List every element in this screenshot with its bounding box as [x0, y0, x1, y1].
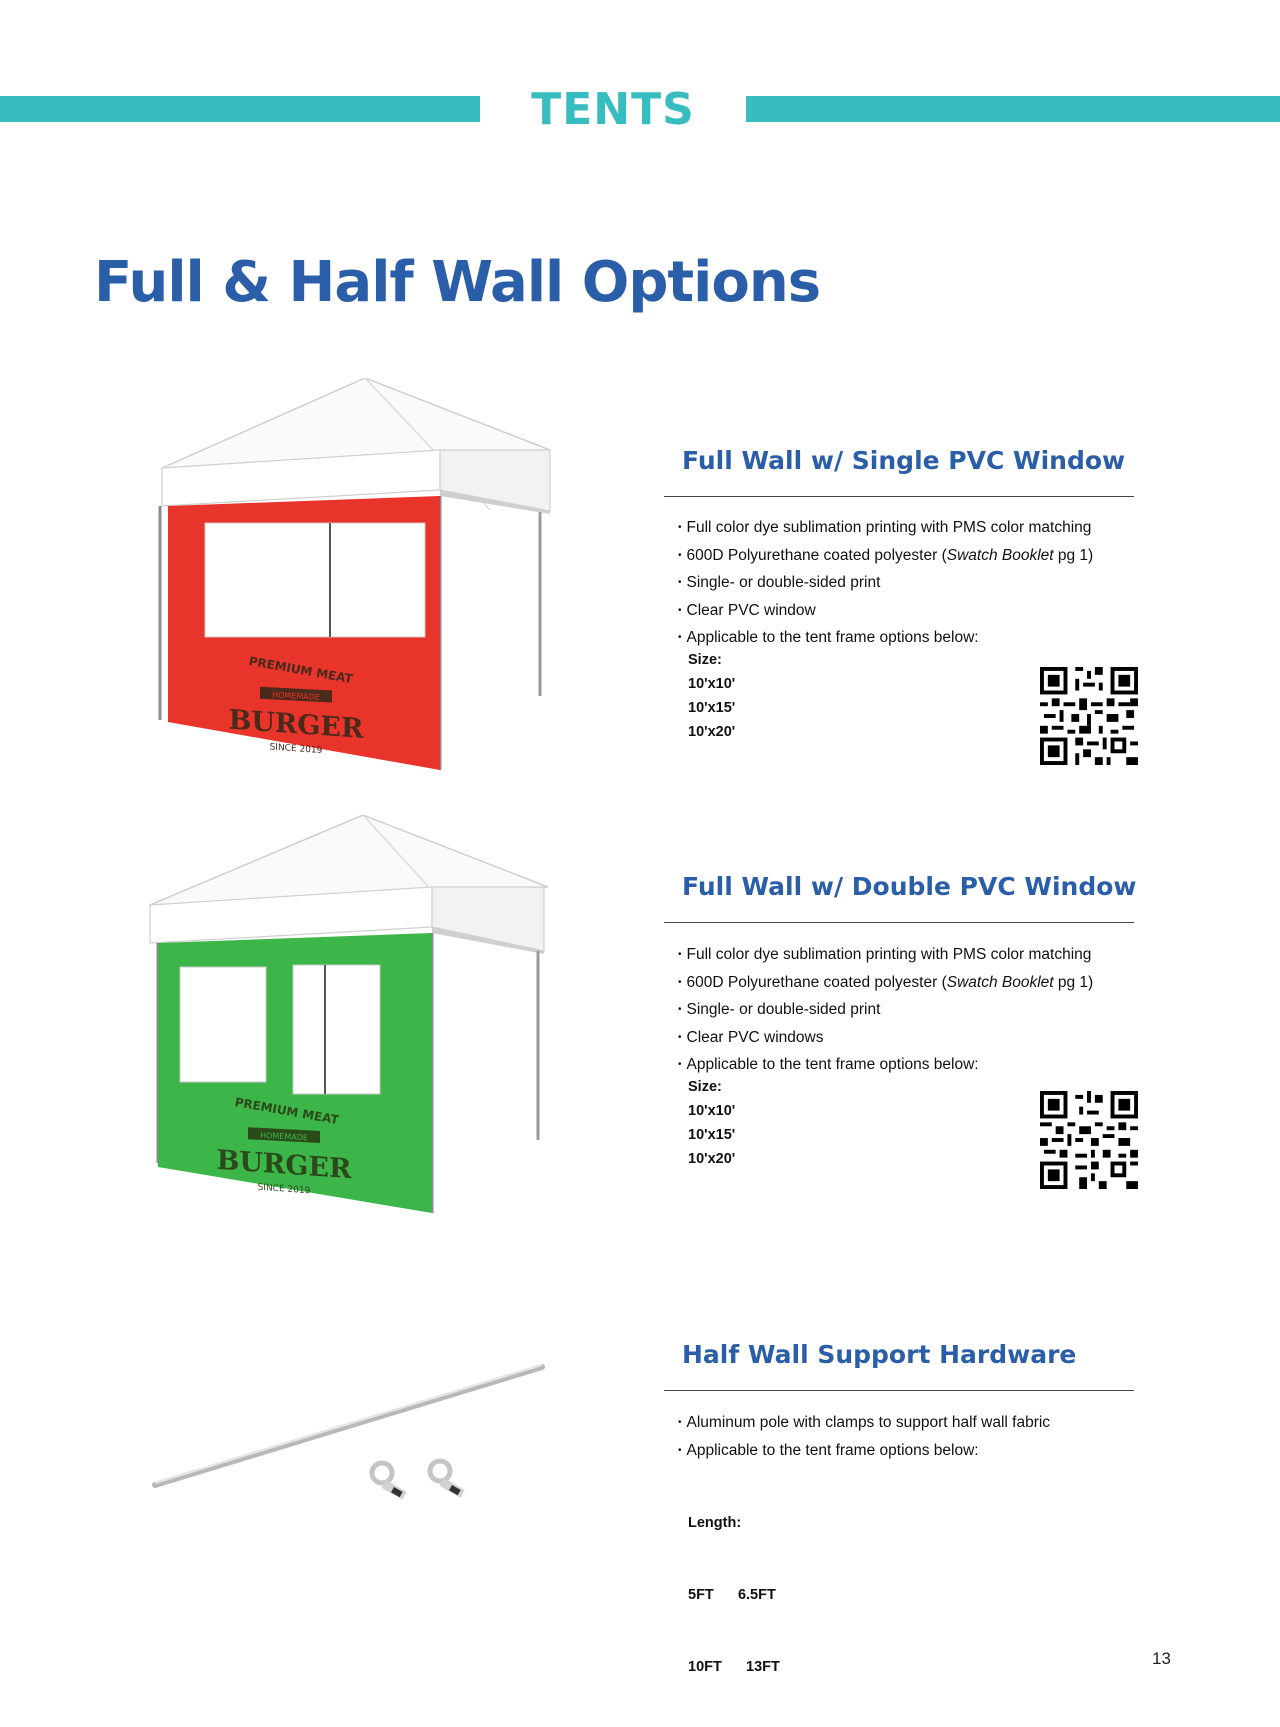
clamp-icon — [430, 1461, 465, 1498]
size-list — [688, 1075, 735, 1171]
section-title: TENTS — [531, 84, 695, 135]
page-number: 13 — [1152, 1649, 1171, 1668]
feature-item: • Applicable to the tent frame options below: — [678, 625, 1093, 653]
feature-item: • Applicable to the tent frame options below: — [678, 1052, 1093, 1080]
feature-item: • Clear PVC windows — [678, 1025, 1093, 1053]
product-title: Full Wall w/ Single PVC Window — [682, 446, 1126, 475]
size-value: 10'x20' — [688, 724, 736, 740]
feature-item: • Full color dye sublimation printing with PMS color matching — [678, 942, 1093, 970]
product-title: Half Wall Support Hardware — [682, 1340, 1077, 1369]
feature-list — [678, 1410, 1050, 1465]
size-label: Size: — [688, 1079, 722, 1095]
length-list — [688, 1463, 780, 1727]
product-title: Full Wall w/ Double PVC Window — [682, 872, 1137, 901]
title-rule — [664, 1390, 1134, 1391]
header-bar-right — [746, 96, 1280, 122]
feature-item: • Applicable to the tent frame options below: — [678, 1438, 1050, 1466]
size-value: 10'x20' — [688, 1151, 736, 1167]
size-list — [688, 648, 735, 744]
clamp-icon — [372, 1463, 407, 1500]
graphic-main-text: BURGER — [216, 1144, 352, 1186]
tent-single-window-image — [150, 378, 560, 773]
size-value: 10'x10' — [688, 1103, 736, 1119]
size-value: 10'x15' — [688, 700, 736, 716]
size-value: 10'x10' — [688, 676, 736, 692]
tent-double-window-image — [148, 815, 558, 1215]
feature-item: • Aluminum pole with clamps to support half wall fabric — [678, 1410, 1050, 1438]
header-bar-left — [0, 96, 480, 122]
title-rule — [664, 496, 1134, 497]
feature-item: • Single- or double-sided print — [678, 570, 1093, 598]
graphic-bottom-text: SINCE 2019 — [269, 742, 323, 757]
feature-list — [678, 942, 1093, 1080]
feature-item: • 600D Polyurethane coated polyester (Swatch Booklet pg 1) — [678, 543, 1093, 571]
qr-code-icon[interactable] — [1040, 667, 1138, 765]
graphic-band-text: HOMEMADE — [272, 690, 320, 702]
feature-item: • Full color dye sublimation printing with PMS color matching — [678, 515, 1093, 543]
feature-item: • Clear PVC window — [678, 598, 1093, 626]
graphic-bottom-text: SINCE 2019 — [257, 1182, 311, 1197]
feature-item: • 600D Polyurethane coated polyester (Swatch Booklet pg 1) — [678, 970, 1093, 998]
size-value: 10'x15' — [688, 1127, 736, 1143]
hardware-pole-image — [150, 1360, 550, 1520]
page-title: Full & Half Wall Options — [94, 250, 821, 315]
size-label: Size: — [688, 652, 722, 668]
graphic-main-text: BURGER — [228, 704, 364, 745]
length-label: Length: — [688, 1515, 742, 1531]
qr-code-icon[interactable] — [1040, 1091, 1138, 1189]
feature-list — [678, 515, 1093, 653]
title-rule — [664, 922, 1134, 923]
graphic-band-text: HOMEMADE — [260, 1130, 308, 1143]
feature-item: • Single- or double-sided print — [678, 997, 1093, 1025]
graphic-top-text: PREMIUM MEAT — [233, 1095, 340, 1128]
length-value: 5FT 6.5FT — [688, 1587, 776, 1603]
length-value: 10FT 13FT — [688, 1659, 780, 1675]
graphic-top-text: PREMIUM MEAT — [247, 654, 354, 687]
